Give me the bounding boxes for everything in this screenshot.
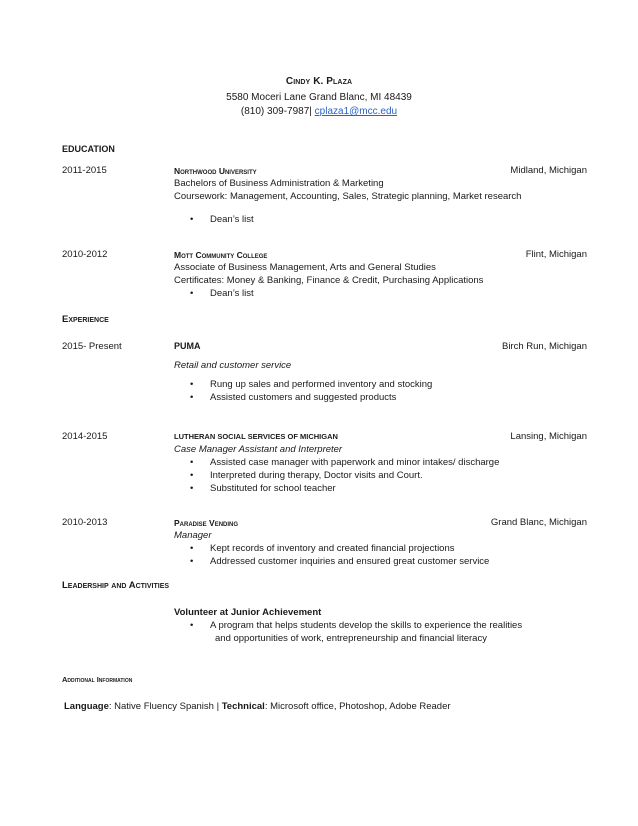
education-certificates: Certificates: Money & Banking, Finance & Credit, Purchasing Applications — [174, 275, 484, 286]
technical-label: Technical — [221, 701, 265, 712]
list-item: • Interpreted during therapy, Doctor visits and Court. — [190, 470, 423, 481]
experience-date: 2015- Present — [62, 341, 122, 352]
address: 5580 Moceri Lane Grand Blanc, MI 48439 — [226, 92, 412, 103]
list-item: • Substituted for school teacher — [190, 483, 336, 494]
experience-role: Manager — [174, 530, 212, 541]
bullet-glyph: • — [190, 620, 194, 631]
education-degree: Associate of Business Management, Arts and General Studies — [174, 262, 436, 273]
education-date: 2011-2015 — [62, 165, 107, 176]
language-label: Language — [64, 701, 109, 712]
education-location: Midland, Michigan — [510, 165, 587, 176]
education-heading: EDUCATION — [62, 144, 115, 154]
list-item: • Kept records of inventory and created financial projections — [190, 543, 455, 554]
experience-employer: LUTHERAN SOCIAL SERVICES OF MICHIGAN — [174, 432, 338, 441]
experience-location: Birch Run, Michigan — [501, 341, 587, 352]
experience-date: 2010-2013 — [62, 517, 108, 528]
bullet-glyph: • — [190, 392, 194, 403]
bullet-glyph: • — [190, 556, 194, 567]
phone: (810) 309-7987| — [240, 106, 312, 117]
technical-value: : Microsoft office, Photoshop, Adobe Reader — [264, 701, 451, 712]
bullet-glyph: • — [190, 483, 194, 494]
additional-heading: Additional Information — [62, 675, 133, 684]
experience-location: Grand Blanc, Michigan — [490, 517, 587, 528]
bullet-glyph: • — [190, 214, 194, 225]
list-item: • Assisted customers and suggested products — [190, 392, 397, 403]
list-item: • Dean’s list — [190, 288, 254, 299]
leadership-title: Volunteer at Junior Achievement — [174, 607, 322, 618]
experience-employer: Paradise Vending — [174, 518, 239, 528]
leadership-heading: Leadership and Activities — [62, 580, 170, 591]
additional-info-line — [64, 701, 451, 712]
email-link[interactable]: cplaza1@mcc.edu — [314, 106, 398, 117]
bullet-glyph: • — [190, 543, 194, 554]
experience-role: Case Manager Assistant and Interpreter — [174, 444, 343, 455]
education-coursework: Coursework: Management, Accounting, Sales, Strategic planning, Market research — [174, 191, 522, 202]
education-date: 2010-2012 — [62, 249, 108, 260]
experience-date: 2014-2015 — [62, 431, 108, 442]
education-school: Northwood University — [174, 166, 257, 176]
list-item: • Addressed customer inquiries and ensured great customer service — [190, 556, 490, 567]
list-item-continuation: and opportunities of work, entrepreneurship and financial literacy — [215, 633, 487, 644]
education-location: Flint, Michigan — [525, 249, 587, 260]
bullet-glyph: • — [190, 288, 194, 299]
candidate-name: Cindy K. Plaza — [285, 76, 353, 87]
list-item: • A program that helps students develop the skills to experience the realities — [190, 620, 523, 631]
list-item: • Assisted case manager with paperwork and minor intakes/ discharge — [190, 457, 500, 468]
experience-heading: Experience — [62, 314, 109, 325]
experience-role: Retail and customer service — [174, 360, 292, 371]
experience-location: Lansing, Michigan — [510, 431, 587, 442]
contact-line — [0, 106, 638, 117]
bullet-glyph: • — [190, 379, 194, 390]
list-item: • Dean’s list — [190, 214, 254, 225]
list-item: • Rung up sales and performed inventory and stocking — [190, 379, 433, 390]
education-school: Mott Community College — [174, 250, 268, 260]
bullet-glyph: • — [190, 457, 194, 468]
bullet-glyph: • — [190, 470, 194, 481]
language-value: : Native Fluency Spanish | — [108, 701, 222, 712]
education-degree: Bachelors of Business Administration & Marketing — [174, 178, 384, 189]
experience-employer: PUMA — [174, 341, 201, 351]
